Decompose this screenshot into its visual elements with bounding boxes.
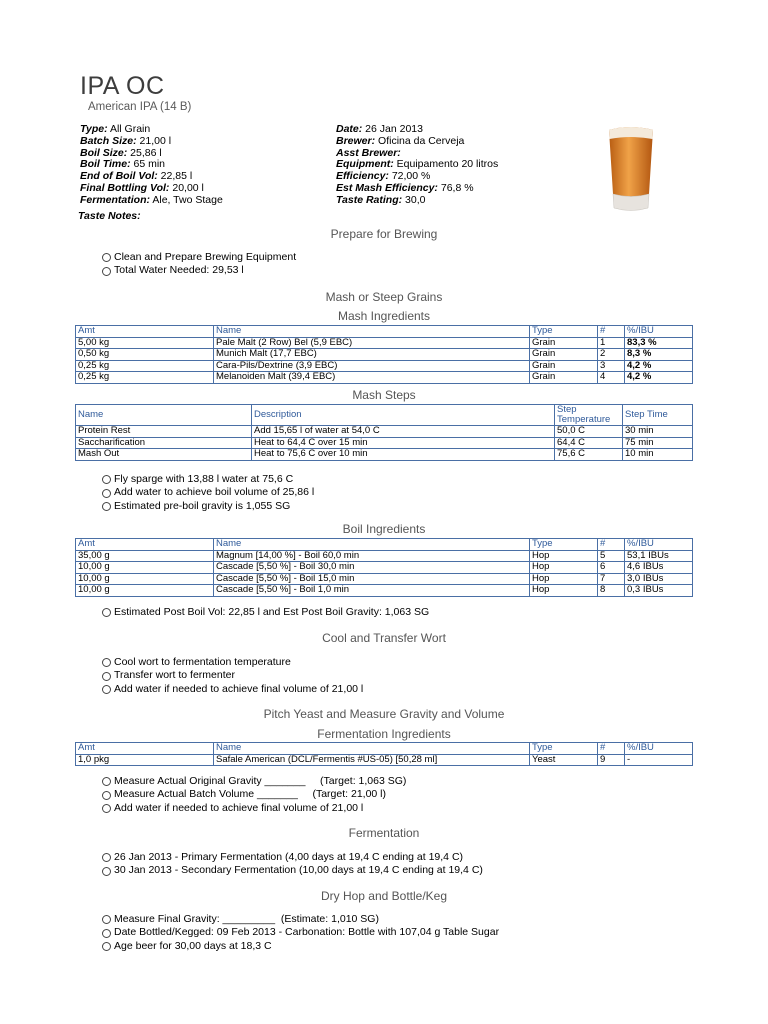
column-header: #: [598, 743, 625, 755]
checklist-text: Measure Actual Batch Volume _______ (Target: 21,00 l): [114, 788, 386, 801]
section-fermentation: Fermentation: [348, 826, 420, 840]
checkbox-circle[interactable]: [102, 672, 111, 681]
table-cell: 10,00 g: [76, 562, 214, 574]
column-header: #: [598, 326, 625, 338]
table-cell: 30 min: [623, 426, 693, 438]
table-cell: Hop: [530, 585, 598, 597]
checklist-item: [102, 251, 296, 264]
table-row: [76, 372, 693, 384]
table-cell: Hop: [530, 573, 598, 585]
checkbox-circle[interactable]: [102, 804, 111, 813]
checklist-item: [102, 669, 363, 682]
table-row: [76, 573, 693, 585]
table-cell: 5,00 kg: [76, 337, 214, 349]
info-value: 21,00 l: [136, 134, 172, 147]
checklist-text: Estimated Post Boil Vol: 22,85 l and Est Post Boil Gravity: 1,063 SG: [114, 606, 430, 618]
table-cell: 6: [598, 562, 625, 574]
table-cell: Cascade [5,50 %] - Boil 15,0 min: [214, 573, 530, 585]
column-header: Name: [76, 405, 252, 426]
checklist-text: Measure Final Gravity: _________ (Estimate: 1,010 SG): [114, 913, 379, 925]
checkbox-circle[interactable]: [102, 777, 111, 786]
table-cell: 4,6 IBUs: [625, 562, 693, 574]
checkbox-circle[interactable]: [102, 942, 111, 951]
table-header-row: [76, 405, 693, 426]
checklist-item: [102, 788, 406, 801]
table-cell: Safale American (DCL/Fermentis #US-05) [50,28 ml]: [214, 754, 530, 766]
table-cell: Yeast: [530, 754, 598, 766]
column-header: Name: [214, 743, 530, 755]
column-header: Step Temperature: [555, 405, 623, 426]
right-info-row: [336, 195, 498, 207]
table-header-row: [76, 539, 693, 551]
table-cell: Add 15,65 l of water at 54,0 C: [252, 426, 555, 438]
table-cell: 10 min: [623, 449, 693, 461]
table-cell: 64,4 C: [555, 437, 623, 449]
table-cell: Hop: [530, 550, 598, 562]
checkbox-circle[interactable]: [102, 915, 111, 924]
table-header-row: [76, 743, 693, 755]
info-value: Oficina da Cerveja: [375, 134, 465, 147]
checklist-item: [102, 656, 363, 669]
checklist-item: [102, 500, 314, 513]
checklist-text: Add water if needed to achieve final volume of 21,00 l: [114, 801, 364, 814]
column-header: Step Time: [623, 405, 693, 426]
table-cell: Grain: [530, 337, 598, 349]
table-row: [76, 360, 693, 372]
table-row: [76, 449, 693, 461]
checkbox-circle[interactable]: [102, 475, 111, 484]
table-cell: 4: [598, 372, 625, 384]
checklist-item: [102, 486, 314, 499]
info-value: 76,8 %: [437, 181, 474, 194]
info-label: Brewer:: [336, 134, 376, 147]
checklist-text: Fly sparge with 13,88 l water at 75,6 C: [114, 473, 294, 485]
section-prepare: Prepare for Brewing: [330, 227, 438, 241]
fermentation-ingredients-table: [75, 742, 693, 766]
table-cell: 7: [598, 573, 625, 585]
checklist-item: [102, 926, 499, 939]
table-cell: 10,00 g: [76, 585, 214, 597]
info-label: Type:: [80, 123, 108, 135]
checklist-text: 30 Jan 2013 - Secondary Fermentation (10,00 days at 19,4 C ending at 19,4 C): [114, 864, 483, 877]
table-cell: 0,25 kg: [76, 360, 214, 372]
table-cell: 5: [598, 550, 625, 562]
table-cell: 4,2 %: [625, 360, 693, 372]
column-header: Amt: [76, 326, 214, 338]
mash-ingredients-table: [75, 325, 693, 384]
checkbox-circle[interactable]: [102, 253, 111, 262]
section-mash-ingredients: Mash Ingredients: [337, 309, 431, 323]
info-value: 20,00 l: [169, 181, 204, 194]
column-header: %/IBU: [625, 743, 693, 755]
info-value: 25,86 l: [127, 146, 162, 159]
recipe-style: American IPA (14 B): [88, 101, 192, 113]
table-cell: Munich Malt (17,7 EBC): [214, 349, 530, 361]
checklist-text: Cool wort to fermentation temperature: [114, 656, 291, 668]
post-boil-checklist: [102, 606, 429, 619]
checklist-item: [102, 683, 363, 696]
bottle-checklist: [102, 913, 499, 953]
table-cell: 8: [598, 585, 625, 597]
column-header: Name: [214, 539, 530, 551]
table-cell: 1,0 pkg: [76, 754, 214, 766]
prepare-checklist: [102, 251, 296, 278]
info-value: Equipamento 20 litros: [393, 158, 499, 171]
table-cell: Heat to 64,4 C over 15 min: [252, 437, 555, 449]
table-cell: 4,2 %: [625, 372, 693, 384]
checklist-text: Transfer wort to fermenter: [114, 669, 235, 682]
table-cell: Cara-Pils/Dextrine (3,9 EBC): [214, 360, 530, 372]
table-cell: -: [625, 754, 693, 766]
checklist-item: [102, 775, 406, 788]
info-value: 22,85 l: [157, 170, 193, 183]
table-cell: Magnum [14,00 %] - Boil 60,0 min: [214, 550, 530, 562]
section-fermentation-ingredients: Fermentation Ingredients: [317, 727, 451, 741]
info-label: End of Boil Vol:: [80, 170, 158, 183]
table-cell: 83,3 %: [625, 337, 693, 349]
checklist-text: Measure Actual Original Gravity _______ (Target: 1,063 SG): [114, 775, 407, 787]
checkbox-circle[interactable]: [102, 791, 111, 800]
table-cell: Mash Out: [76, 449, 252, 461]
column-header: Amt: [76, 539, 214, 551]
checkbox-circle[interactable]: [102, 489, 111, 498]
cool-checklist: [102, 656, 363, 696]
left-info-row: [80, 195, 223, 207]
table-row: [76, 550, 693, 562]
checklist-item: [102, 913, 499, 926]
table-row: [76, 585, 693, 597]
checklist-text: Total Water Needed: 29,53 l: [114, 264, 244, 277]
table-row: [76, 754, 693, 766]
section-pitch-yeast: Pitch Yeast and Measure Gravity and Volume: [263, 707, 505, 721]
checklist-text: Estimated pre-boil gravity is 1,055 SG: [114, 499, 291, 512]
column-header: Amt: [76, 743, 214, 755]
table-row: [76, 426, 693, 438]
section-mash-steps: Mash Steps: [352, 388, 416, 402]
column-header: Type: [530, 539, 598, 551]
section-boil-ingredients: Boil Ingredients: [342, 522, 426, 536]
table-cell: Heat to 75,6 C over 10 min: [252, 449, 555, 461]
measure-checklist: [102, 775, 406, 815]
recipe-info-right: [336, 124, 498, 207]
column-header: Type: [530, 326, 598, 338]
info-value: 26 Jan 2013: [362, 123, 423, 135]
column-header: Description: [252, 405, 555, 426]
table-cell: Grain: [530, 349, 598, 361]
info-value: 72,00 %: [388, 170, 431, 183]
checkbox-circle[interactable]: [102, 867, 111, 876]
sparge-checklist: [102, 473, 314, 513]
boil-ingredients-table: [75, 538, 693, 597]
column-header: %/IBU: [625, 326, 693, 338]
info-value: 65 min: [130, 158, 165, 171]
info-value: All Grain: [107, 123, 151, 135]
table-cell: 3,0 IBUs: [625, 573, 693, 585]
table-cell: 0,3 IBUs: [625, 585, 693, 597]
table-cell: 3: [598, 360, 625, 372]
table-cell: Hop: [530, 562, 598, 574]
table-cell: 0,25 kg: [76, 372, 214, 384]
table-cell: 2: [598, 349, 625, 361]
taste-notes-label: Taste Notes:: [78, 210, 141, 222]
checkbox-circle[interactable]: [102, 658, 111, 667]
table-cell: 10,00 g: [76, 573, 214, 585]
recipe-title: IPA OC: [80, 72, 165, 100]
table-cell: 9: [598, 754, 625, 766]
table-cell: Grain: [530, 372, 598, 384]
info-value: Ale, Two Stage: [150, 193, 223, 206]
table-cell: 75,6 C: [555, 449, 623, 461]
checklist-item: [102, 802, 406, 815]
checklist-text: Clean and Prepare Brewing Equipment: [114, 251, 297, 263]
info-label: Boil Time:: [80, 158, 131, 171]
checklist-item: [102, 473, 314, 486]
section-mash-or-steep: Mash or Steep Grains: [325, 290, 443, 304]
table-cell: 53,1 IBUs: [625, 550, 693, 562]
table-cell: 0,50 kg: [76, 349, 214, 361]
info-label: Boil Size:: [80, 146, 128, 159]
info-label: Est Mash Efficiency:: [336, 181, 438, 194]
table-cell: Melanoiden Malt (39,4 EBC): [214, 372, 530, 384]
info-label: Taste Rating:: [336, 193, 403, 206]
checklist-text: Add water to achieve boil volume of 25,86 l: [114, 486, 315, 499]
info-value: 30,0: [402, 193, 426, 206]
table-cell: 1: [598, 337, 625, 349]
column-header: #: [598, 539, 625, 551]
table-cell: 75 min: [623, 437, 693, 449]
checklist-item: [102, 851, 483, 864]
table-row: [76, 337, 693, 349]
checklist-item: [102, 940, 499, 953]
table-row: [76, 437, 693, 449]
checkbox-circle[interactable]: [102, 685, 111, 694]
checklist-item: [102, 864, 483, 877]
checklist-text: 26 Jan 2013 - Primary Fermentation (4,00 days at 19,4 C ending at 19,4 C): [114, 851, 464, 863]
info-label: Equipment:: [336, 158, 394, 171]
beer-glass-icon: [606, 126, 656, 212]
checkbox-circle[interactable]: [102, 929, 111, 938]
table-row: [76, 562, 693, 574]
table-cell: 50,0 C: [555, 426, 623, 438]
table-row: [76, 349, 693, 361]
checklist-item: [102, 264, 296, 277]
section-cool-transfer: Cool and Transfer Wort: [322, 631, 446, 645]
table-header-row: [76, 326, 693, 338]
checkbox-circle[interactable]: [102, 853, 111, 862]
table-cell: Protein Rest: [76, 426, 252, 438]
mash-steps-table: [75, 404, 693, 461]
column-header: Type: [530, 743, 598, 755]
section-dry-hop: Dry Hop and Bottle/Keg: [320, 889, 448, 903]
recipe-info-left: [80, 124, 223, 207]
checklist-text: Add water if needed to achieve final volume of 21,00 l: [114, 682, 364, 695]
column-header: Name: [214, 326, 530, 338]
checkbox-circle[interactable]: [102, 608, 111, 617]
checklist-text: Age beer for 30,00 days at 18,3 C: [114, 939, 272, 952]
fermentation-checklist: [102, 851, 483, 878]
info-label: Date:: [336, 123, 363, 135]
table-cell: Cascade [5,50 %] - Boil 1,0 min: [214, 585, 530, 597]
table-cell: 35,00 g: [76, 550, 214, 562]
column-header: %/IBU: [625, 539, 693, 551]
info-label: Final Bottling Vol:: [80, 181, 170, 194]
checklist-item: [102, 606, 429, 619]
checkbox-circle[interactable]: [102, 502, 111, 511]
info-label: Asst Brewer:: [336, 146, 401, 159]
info-label: Efficiency:: [336, 170, 389, 183]
table-cell: Saccharification: [76, 437, 252, 449]
checkbox-circle[interactable]: [102, 267, 111, 276]
checklist-text: Date Bottled/Kegged: 09 Feb 2013 - Carbonation: Bottle with 107,04 g Table Sugar: [114, 926, 500, 939]
info-label: Fermentation:: [80, 193, 151, 206]
table-cell: 8,3 %: [625, 349, 693, 361]
info-label: Batch Size:: [80, 134, 137, 147]
table-cell: Grain: [530, 360, 598, 372]
table-cell: Cascade [5,50 %] - Boil 30,0 min: [214, 562, 530, 574]
table-cell: Pale Malt (2 Row) Bel (5,9 EBC): [214, 337, 530, 349]
